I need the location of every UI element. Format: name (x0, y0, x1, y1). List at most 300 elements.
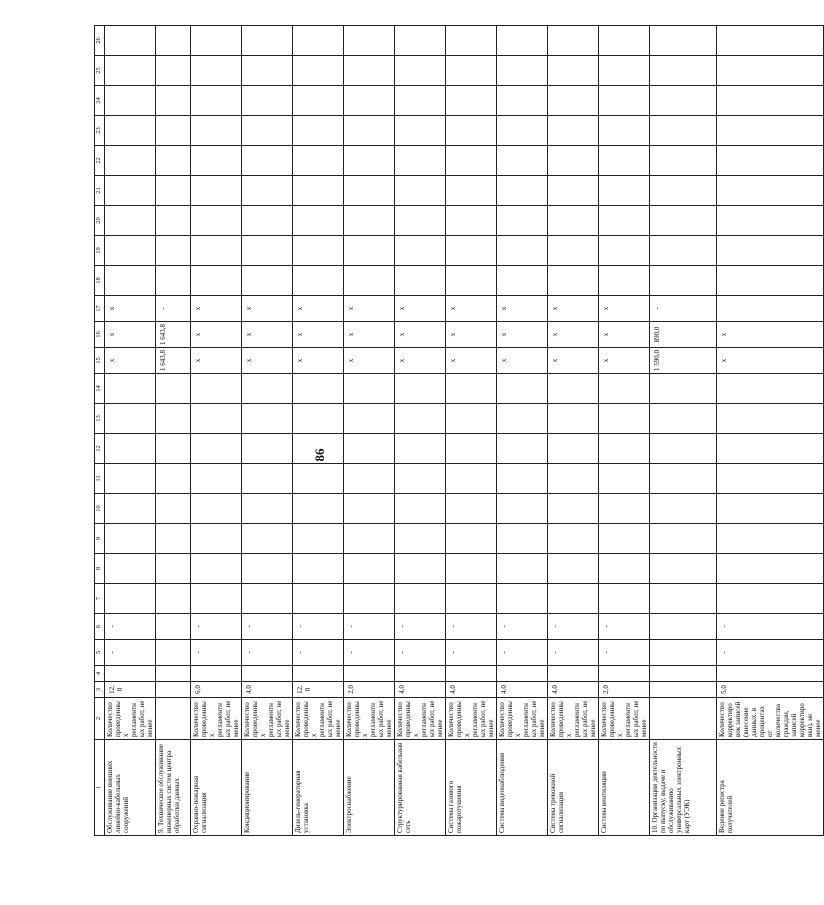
rotated-table-container (94, 30, 822, 836)
table-row (344, 26, 395, 836)
empty-cell (717, 176, 824, 206)
empty-cell (191, 206, 242, 236)
col-num: 2 (95, 698, 105, 740)
empty-cell (344, 206, 395, 236)
empty-cell (446, 554, 497, 584)
empty-cell (599, 176, 650, 206)
empty-cell (717, 26, 824, 56)
empty-cell (650, 86, 717, 116)
table-row (548, 26, 599, 836)
empty-cell (191, 236, 242, 266)
empty-cell (156, 524, 191, 554)
empty-cell (242, 524, 293, 554)
empty-cell (191, 524, 242, 554)
empty-cell (650, 374, 717, 404)
empty-cell (446, 146, 497, 176)
value-cell (293, 666, 344, 682)
col-num: 1 (95, 740, 105, 836)
page-number: 86 (312, 448, 327, 462)
empty-cell (156, 86, 191, 116)
empty-cell (344, 266, 395, 296)
empty-cell (156, 236, 191, 266)
empty-cell (395, 56, 446, 86)
empty-cell (105, 584, 156, 614)
empty-cell (344, 524, 395, 554)
col-num: 19 (95, 236, 105, 266)
empty-cell (497, 236, 548, 266)
value-cell (599, 666, 650, 682)
value-cell: - (293, 614, 344, 640)
col-num: 15 (95, 348, 105, 374)
col-num: 21 (95, 176, 105, 206)
empty-cell (242, 116, 293, 146)
empty-cell (446, 464, 497, 494)
empty-cell (599, 236, 650, 266)
empty-cell (446, 236, 497, 266)
empty-cell (717, 266, 824, 296)
empty-cell (191, 86, 242, 116)
value-cell (650, 614, 717, 640)
empty-cell (344, 116, 395, 146)
empty-cell (156, 464, 191, 494)
value-cell: - (446, 640, 497, 666)
empty-cell (344, 584, 395, 614)
value-cell: х (105, 348, 156, 374)
empty-cell (650, 56, 717, 86)
empty-cell (293, 494, 344, 524)
empty-cell (650, 206, 717, 236)
value-cell: х (717, 322, 824, 348)
empty-cell (293, 146, 344, 176)
empty-cell (650, 116, 717, 146)
value-cell: х (242, 296, 293, 322)
empty-cell (344, 434, 395, 464)
empty-cell (191, 584, 242, 614)
col-num: 18 (95, 266, 105, 296)
value-cell: х (105, 296, 156, 322)
empty-cell (446, 266, 497, 296)
value-cell: - (548, 614, 599, 640)
table-row (191, 26, 242, 836)
empty-cell (395, 86, 446, 116)
empty-cell (497, 86, 548, 116)
indicator-cell: Количество корректировок записей (внесение данных, в процентах от количества граждан, записей корректировки), не менее (717, 698, 824, 740)
empty-cell (395, 494, 446, 524)
empty-cell (497, 266, 548, 296)
empty-cell (156, 434, 191, 464)
value-cell (191, 666, 242, 682)
empty-cell (548, 494, 599, 524)
value-cell: х (599, 322, 650, 348)
col-num: 17 (95, 296, 105, 322)
empty-cell (105, 116, 156, 146)
empty-cell (446, 524, 497, 554)
empty-cell (497, 404, 548, 434)
value-cell: 12,0 (105, 682, 156, 698)
value-cell: - (717, 640, 824, 666)
empty-cell (242, 236, 293, 266)
empty-cell (548, 116, 599, 146)
empty-cell (191, 434, 242, 464)
empty-cell (650, 464, 717, 494)
indicator-cell: Количество проведенных регламентных работ, не менее (497, 698, 548, 740)
service-name-cell: Ведение регистра получателей (717, 740, 824, 836)
empty-cell (395, 374, 446, 404)
empty-cell (599, 374, 650, 404)
empty-cell (717, 56, 824, 86)
empty-cell (599, 584, 650, 614)
col-num: 4 (95, 666, 105, 682)
empty-cell (191, 176, 242, 206)
empty-cell (344, 86, 395, 116)
empty-cell (242, 494, 293, 524)
empty-cell (293, 464, 344, 494)
empty-cell (242, 464, 293, 494)
empty-cell (105, 554, 156, 584)
value-cell (717, 296, 824, 322)
value-cell: - (105, 640, 156, 666)
empty-cell (293, 26, 344, 56)
empty-cell (446, 404, 497, 434)
empty-cell (548, 146, 599, 176)
value-cell: 4,0 (395, 682, 446, 698)
empty-cell (548, 86, 599, 116)
value-cell: х (242, 322, 293, 348)
empty-cell (344, 374, 395, 404)
empty-cell (446, 434, 497, 464)
col-num: 12 (95, 434, 105, 464)
empty-cell (293, 524, 344, 554)
empty-cell (446, 494, 497, 524)
value-cell: 4,0 (497, 682, 548, 698)
value-cell: х (497, 322, 548, 348)
empty-cell (650, 176, 717, 206)
col-num: 9 (95, 524, 105, 554)
value-cell: - (105, 614, 156, 640)
empty-cell (497, 434, 548, 464)
empty-cell (717, 116, 824, 146)
empty-cell (395, 584, 446, 614)
empty-cell (548, 554, 599, 584)
empty-cell (599, 524, 650, 554)
value-cell (497, 666, 548, 682)
value-cell (156, 614, 191, 640)
table-row (717, 26, 824, 836)
empty-cell (344, 146, 395, 176)
value-cell: х (105, 322, 156, 348)
empty-cell (717, 524, 824, 554)
service-name-cell: Дизель-генераторная установка (293, 740, 344, 836)
empty-cell (497, 146, 548, 176)
empty-cell (717, 404, 824, 434)
empty-cell (497, 374, 548, 404)
value-cell: х (599, 348, 650, 374)
value-cell (650, 640, 717, 666)
empty-cell (717, 146, 824, 176)
value-cell (156, 640, 191, 666)
empty-cell (293, 206, 344, 236)
value-cell: х (497, 348, 548, 374)
empty-cell (395, 554, 446, 584)
empty-cell (105, 176, 156, 206)
service-name-cell: Система тревожной сигнализации (548, 740, 599, 836)
value-cell (242, 666, 293, 682)
empty-cell (395, 236, 446, 266)
indicator-cell: Количество проведенных регламентных работ, не менее (191, 698, 242, 740)
value-cell: 4,0 (548, 682, 599, 698)
empty-cell (242, 86, 293, 116)
empty-cell (717, 236, 824, 266)
empty-cell (293, 554, 344, 584)
column-number-row (95, 26, 105, 836)
value-cell: - (242, 640, 293, 666)
empty-cell (599, 26, 650, 56)
empty-cell (156, 404, 191, 434)
col-num: 26 (95, 26, 105, 56)
empty-cell (191, 116, 242, 146)
value-cell: 6,0 (191, 682, 242, 698)
value-cell (548, 666, 599, 682)
empty-cell (446, 374, 497, 404)
empty-cell (497, 464, 548, 494)
col-num: 16 (95, 322, 105, 348)
empty-cell (293, 374, 344, 404)
empty-cell (105, 206, 156, 236)
service-name-cell: Электроснабжение (344, 740, 395, 836)
empty-cell (599, 404, 650, 434)
empty-cell (548, 464, 599, 494)
empty-cell (395, 146, 446, 176)
col-num: 13 (95, 404, 105, 434)
col-num: 3 (95, 682, 105, 698)
empty-cell (105, 494, 156, 524)
empty-cell (344, 404, 395, 434)
empty-cell (191, 26, 242, 56)
col-num: 11 (95, 464, 105, 494)
service-name-cell: 9. Техническое обслуживание инженерных систем центра обработки данных (156, 740, 191, 836)
col-num: 14 (95, 374, 105, 404)
empty-cell (650, 584, 717, 614)
col-num: 24 (95, 86, 105, 116)
value-cell (105, 666, 156, 682)
empty-cell (156, 56, 191, 86)
empty-cell (650, 266, 717, 296)
empty-cell (650, 26, 717, 56)
empty-cell (717, 206, 824, 236)
service-name-cell: Обслуживание внешних линейно-кабельных сооружений (105, 740, 156, 836)
empty-cell (344, 494, 395, 524)
empty-cell (156, 554, 191, 584)
empty-cell (191, 146, 242, 176)
value-cell (650, 682, 717, 698)
empty-cell (599, 86, 650, 116)
value-cell: х (548, 348, 599, 374)
empty-cell (497, 176, 548, 206)
col-num: 7 (95, 584, 105, 614)
services-table (94, 25, 824, 836)
empty-cell (191, 464, 242, 494)
empty-cell (156, 176, 191, 206)
value-cell: х (446, 322, 497, 348)
value-cell: 4,0 (446, 682, 497, 698)
empty-cell (242, 584, 293, 614)
empty-cell (599, 206, 650, 236)
value-cell: 12,0 (293, 682, 344, 698)
col-num: 23 (95, 116, 105, 146)
value-cell: 2,0 (599, 682, 650, 698)
empty-cell (650, 494, 717, 524)
empty-cell (293, 266, 344, 296)
col-num: 8 (95, 554, 105, 584)
empty-cell (446, 26, 497, 56)
indicator-cell: Количество проведенных регламентных работ, не менее (242, 698, 293, 740)
empty-cell (548, 56, 599, 86)
value-cell: - (191, 614, 242, 640)
empty-cell (650, 236, 717, 266)
indicator-cell (650, 698, 717, 740)
empty-cell (548, 236, 599, 266)
empty-cell (548, 176, 599, 206)
empty-cell (717, 434, 824, 464)
empty-cell (156, 266, 191, 296)
empty-cell (293, 434, 344, 464)
value-cell (395, 666, 446, 682)
empty-cell (395, 524, 446, 554)
indicator-cell (156, 698, 191, 740)
table-row (156, 26, 191, 836)
value-cell: 1 643,8 (156, 322, 191, 348)
service-name-cell: 10. Организация деятельности по выпуску, выдаче и обслуживанию универсальных электронных карт (УЭК) (650, 740, 717, 836)
value-cell: - (497, 640, 548, 666)
empty-cell (344, 554, 395, 584)
value-cell (156, 666, 191, 682)
empty-cell (344, 26, 395, 56)
empty-cell (395, 464, 446, 494)
empty-cell (242, 146, 293, 176)
table-row (105, 26, 156, 836)
value-cell: х (344, 322, 395, 348)
value-cell: х (344, 296, 395, 322)
value-cell: - (293, 640, 344, 666)
empty-cell (599, 56, 650, 86)
service-name-cell: Система вентиляции (599, 740, 650, 836)
empty-cell (395, 266, 446, 296)
empty-cell (242, 26, 293, 56)
value-cell: х (446, 348, 497, 374)
empty-cell (446, 206, 497, 236)
value-cell: - (717, 614, 824, 640)
indicator-cell: Количество проведенных регламентных работ, не менее (395, 698, 446, 740)
empty-cell (395, 404, 446, 434)
empty-cell (105, 146, 156, 176)
empty-cell (105, 236, 156, 266)
col-num: 10 (95, 494, 105, 524)
empty-cell (293, 404, 344, 434)
empty-cell (191, 374, 242, 404)
empty-cell (105, 86, 156, 116)
value-cell: х (395, 348, 446, 374)
empty-cell (548, 524, 599, 554)
value-cell: - (650, 296, 717, 322)
value-cell: - (191, 640, 242, 666)
indicator-cell: Количество проведенных регламентных работ, не менее (293, 698, 344, 740)
value-cell: - (156, 296, 191, 322)
value-cell: х (497, 296, 548, 322)
value-cell: х (293, 296, 344, 322)
empty-cell (717, 584, 824, 614)
empty-cell (497, 494, 548, 524)
empty-cell (395, 434, 446, 464)
empty-cell (395, 26, 446, 56)
empty-cell (497, 524, 548, 554)
empty-cell (395, 206, 446, 236)
empty-cell (599, 116, 650, 146)
value-cell: - (599, 640, 650, 666)
empty-cell (105, 434, 156, 464)
empty-cell (191, 554, 242, 584)
empty-cell (105, 26, 156, 56)
value-cell: - (599, 614, 650, 640)
col-num: 6 (95, 614, 105, 640)
empty-cell (242, 374, 293, 404)
empty-cell (548, 584, 599, 614)
empty-cell (293, 56, 344, 86)
empty-cell (548, 266, 599, 296)
empty-cell (293, 236, 344, 266)
service-name-cell: Система видеонаблюдения (497, 740, 548, 836)
indicator-cell: Количество проведенных регламентных работ, не менее (548, 698, 599, 740)
value-cell: х (293, 348, 344, 374)
empty-cell (344, 176, 395, 206)
empty-cell (156, 146, 191, 176)
value-cell: - (548, 640, 599, 666)
empty-cell (156, 584, 191, 614)
empty-cell (497, 554, 548, 584)
indicator-cell: Количество проведенных регламентных работ, не менее (599, 698, 650, 740)
empty-cell (717, 86, 824, 116)
empty-cell (497, 116, 548, 146)
service-name-cell: Кондиционирование (242, 740, 293, 836)
value-cell: 1 643,8 (156, 348, 191, 374)
empty-cell (156, 494, 191, 524)
service-name-cell: Охранно-пожарная сигнализация (191, 740, 242, 836)
col-num: 5 (95, 640, 105, 666)
empty-cell (446, 116, 497, 146)
empty-cell (191, 494, 242, 524)
empty-cell (446, 86, 497, 116)
value-cell: х (599, 296, 650, 322)
empty-cell (156, 26, 191, 56)
value-cell: х (717, 348, 824, 374)
empty-cell (395, 176, 446, 206)
empty-cell (105, 464, 156, 494)
empty-cell (446, 584, 497, 614)
table-row (497, 26, 548, 836)
indicator-cell: Количество проведенных регламентных работ, не менее (105, 698, 156, 740)
service-name-cell: Система газового пожаротушения (446, 740, 497, 836)
empty-cell (395, 116, 446, 146)
value-cell: - (395, 640, 446, 666)
empty-cell (156, 116, 191, 146)
empty-cell (446, 176, 497, 206)
empty-cell (242, 404, 293, 434)
empty-cell (344, 236, 395, 266)
col-num: 20 (95, 206, 105, 236)
empty-cell (293, 116, 344, 146)
value-cell: х (548, 322, 599, 348)
value-cell: - (395, 614, 446, 640)
value-cell: - (344, 614, 395, 640)
